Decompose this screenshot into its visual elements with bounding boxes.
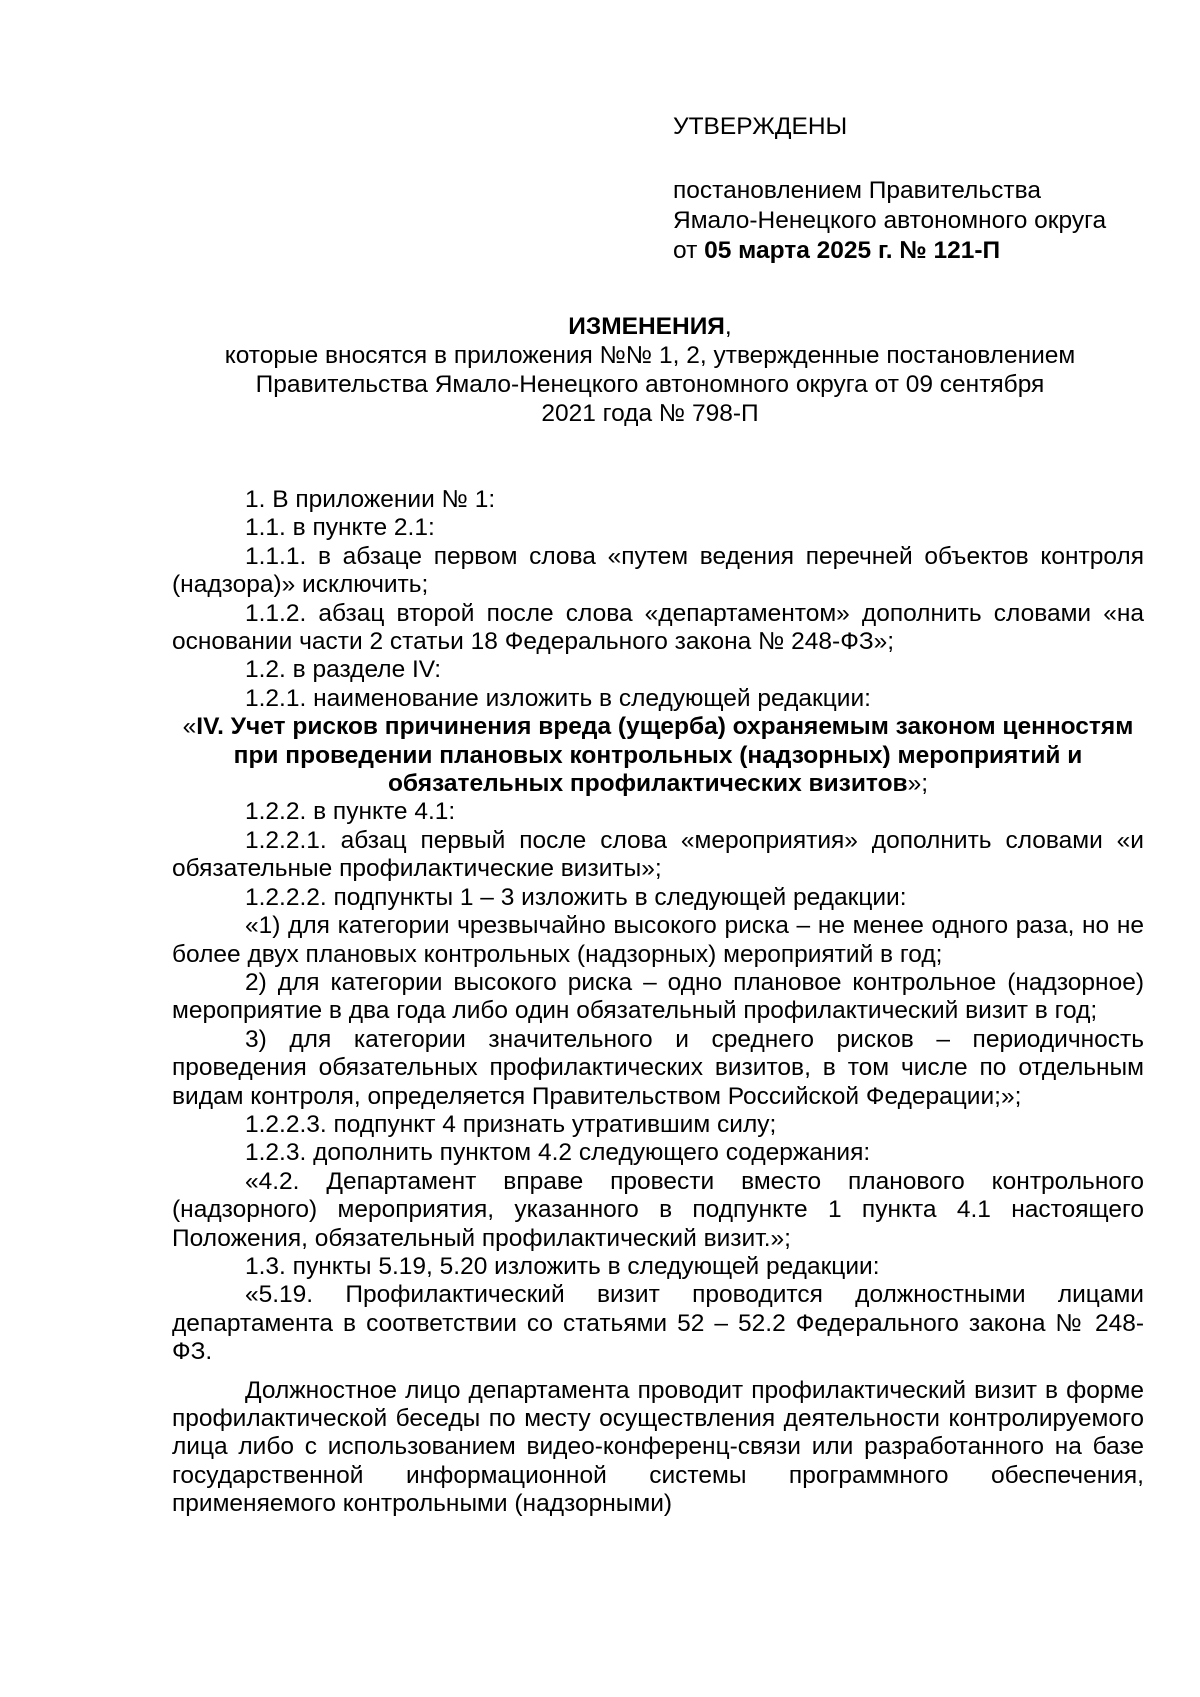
approval-date-prefix: от bbox=[673, 237, 705, 264]
approval-date-value: 05 марта 2025 г. № 121-П bbox=[704, 237, 1001, 264]
section-title bbox=[172, 713, 1144, 798]
paragraph-1-2-2-2: 1.2.2.2. подпункты 1 – 3 изложить в следующей редакции: bbox=[245, 883, 907, 911]
clause-5-19-continued: Должностное лицо департамента проводит профилактический визит в форме профилактической беседы по месту осуществления деятельности контролируемого лица либо с использованием видео-конференц-связи или разработанного на базе государственной информационной системы программного обеспечения, применяемого контрольными (надзорными) bbox=[172, 1376, 1144, 1518]
title-line-3: 2021 года № 798-П bbox=[541, 400, 759, 427]
subitem-3: 3) для категории значительного и среднего рисков – периодичность проведения обязательных профилактических визитов, в том числе по отдельным видам контроля, определяется Правительством Российской Федерации;»; bbox=[172, 1025, 1144, 1110]
subitem-1: «1) для категории чрезвычайно высокого риска – не менее одного раза, но не более двух плановых контрольных (надзорных) мероприятий в год; bbox=[172, 912, 1144, 968]
approval-block bbox=[673, 112, 1153, 266]
paragraph-1: 1. В приложении № 1: bbox=[245, 486, 496, 513]
section-title-close-quote: »; bbox=[907, 770, 929, 798]
title-heading-suffix: , bbox=[724, 313, 732, 340]
approval-line-1: постановлением Правительства bbox=[673, 177, 1041, 204]
title-heading: ИЗМЕНЕНИЯ bbox=[568, 313, 725, 340]
paragraph-1-3: 1.3. пункты 5.19, 5.20 изложить в следующей редакции: bbox=[245, 1252, 880, 1280]
approval-date bbox=[673, 236, 1153, 266]
paragraph-1-2: 1.2. в разделе IV: bbox=[245, 656, 442, 684]
section-title-text: IV. Учет рисков причинения вреда (ущерба) охраняемым законом ценностям при проведении плановых контрольных (надзорных) мероприятий и обязательных профилактических визитов bbox=[196, 713, 1134, 798]
paragraph-1-2-1: 1.2.1. наименование изложить в следующей редакции: bbox=[245, 684, 871, 712]
title-line-2: Правительства Ямало-Ненецкого автономного округа от 09 сентября bbox=[255, 371, 1045, 398]
paragraph-1-1-2: 1.1.2. абзац второй после слова «департаментом» дополнить словами «на основании части 2 статьи 18 Федерального закона № 248-ФЗ»; bbox=[172, 599, 1144, 656]
paragraph-1-1-1: 1.1.1. в абзаце первом слова «путем ведения перечней объектов контроля (надзора)» исключить; bbox=[172, 542, 1144, 599]
subitem-2: 2) для категории высокого риска – одно плановое контрольное (надзорное) мероприятие в два года либо один обязательный профилактический визит в год; bbox=[172, 968, 1144, 1025]
document-body bbox=[172, 486, 1144, 1519]
clause-4-2: «4.2. Департамент вправе провести вместо планового контрольного (надзорного) мероприятия, указанного в подпункте 1 пункта 4.1 настоящего Положения, обязательный профилактический визит.»; bbox=[172, 1167, 1144, 1252]
document-title bbox=[160, 312, 1140, 428]
paragraph-1-2-3: 1.2.3. дополнить пунктом 4.2 следующего содержания: bbox=[245, 1139, 871, 1167]
section-title-open-quote: « bbox=[182, 713, 197, 741]
title-heading-line bbox=[160, 312, 1140, 341]
clause-5-19: «5.19. Профилактический визит проводится должностными лицами департамента в соответствии со статьями 52 – 52.2 Федерального закона № 248-ФЗ. bbox=[172, 1281, 1144, 1366]
paragraph-1-2-2-3: 1.2.2.3. подпункт 4 признать утратившим силу; bbox=[245, 1110, 777, 1138]
approved-label: УТВЕРЖДЕНЫ bbox=[673, 113, 848, 140]
approval-line-2: Ямало-Ненецкого автономного округа bbox=[673, 207, 1107, 234]
paragraph-1-1: 1.1. в пункте 2.1: bbox=[245, 514, 435, 542]
title-line-1: которые вносятся в приложения №№ 1, 2, утвержденные постановлением bbox=[224, 342, 1076, 369]
paragraph-1-2-2: 1.2.2. в пункте 4.1: bbox=[245, 798, 456, 826]
paragraph-1-2-2-1: 1.2.2.1. абзац первый после слова «мероприятия» дополнить словами «и обязательные профилактические визиты»; bbox=[172, 826, 1144, 883]
